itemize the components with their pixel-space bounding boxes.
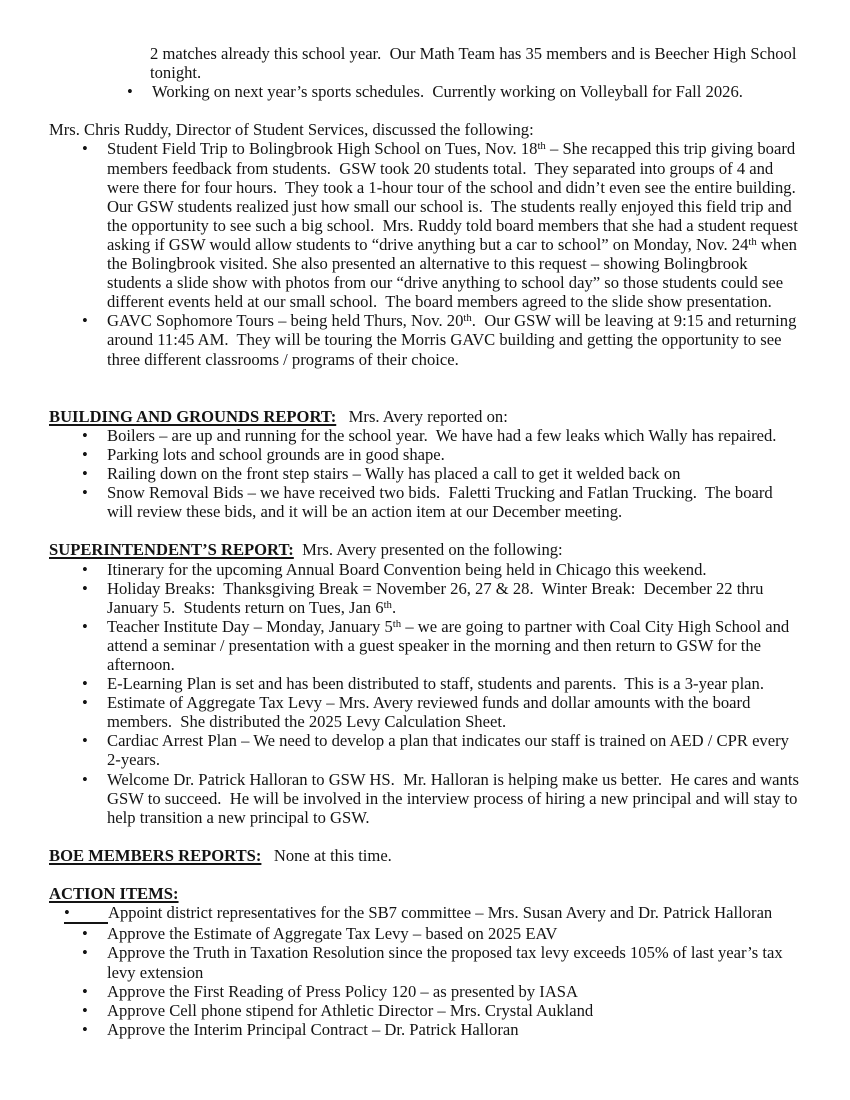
bullet-item-appoint-sb7 [49,903,801,924]
bullet-text: Approve the First Reading of Press Policy 120 – as presented by IASA [107,981,579,1001]
bullet-text: Student Field Trip to Bolingbrook High School on Tues, Nov. 18th – She recapped this trip giving board members feedback from students. GSW took 20 students total. They separated into groups of 4 and were there for four hours. They took a 1-hour tour of the school and didn’t even see the entire building. Our GSW students realized just how small our school is. The students really enjoyed this field trip and the opportunity to see such a big school. Mrs. Ruddy told board members that she had a student request asking if GSW would allow students to “drive anything but a car to school” on Monday, Nov. 24th when the Bolingbrook visited. She also presented an alternative to this request – showing Bolingbrook students a slide show with photos from our “drive anything to school day” so those students could see different events held at our small school. The board members agreed to the slide show presentation. [107,139,805,312]
bullet-item-tax-levy-estimate [49,693,801,731]
section-intro: Mrs. Avery presented on the following: [293,540,563,560]
bullet-marker: • [82,693,88,713]
bullet-item-field-trip [49,139,805,312]
building-grounds-heading-line [49,407,801,426]
bullet-marker-underlined: • [64,903,108,924]
bullet-text: Approve the Interim Principal Contract – Dr. Patrick Halloran [107,1019,519,1039]
bullet-item-itinerary [49,560,801,579]
bullet-text: Approve Cell phone stipend for Athletic Director – Mrs. Crystal Aukland [107,1000,594,1020]
bullet-text: Approve the Truth in Taxation Resolution since the proposed tax levy exceeds 105% of last year’s tax levy extension [107,943,787,982]
bullet-marker: • [82,674,88,694]
bullet-item-cardiac-arrest-plan [49,731,801,769]
bullet-marker: • [82,483,88,503]
bullet-marker: • [82,425,88,445]
bullet-item-boilers [49,426,801,445]
bullet-text: Working on next year’s sports schedules. Currently working on Volleyball for Fall 2026. [152,82,743,102]
bullet-item-gavc-tours [49,311,801,368]
bullet-text: Railing down on the front step stairs – Wally has placed a call to get it welded back on [107,464,681,484]
section-heading: ACTION ITEMS: [49,884,179,904]
bullet-marker: • [82,731,88,751]
section-intro: Mrs. Avery reported on: [336,406,508,426]
bullet-text: Welcome Dr. Patrick Halloran to GSW HS. Mr. Halloran is helping make us better. He cares and wants GSW to succeed. He will be involved in the interview process of hiring a new principal and will stay to help transition a new principal to GSW. [107,769,804,827]
bullet-marker: • [82,444,88,464]
bullet-text: Appoint district representatives for the SB7 committee – Mrs. Susan Avery and Dr. Patrick Halloran [108,903,773,923]
bullet-marker: • [82,616,88,636]
bullet-text: Parking lots and school grounds are in good shape. [107,444,445,464]
bullet-item-teacher-institute [49,617,801,674]
bullet-text: Holiday Breaks: Thanksgiving Break = November 26, 27 & 28. Winter Break: December 22 thru January 5. Students return on Tues, Jan 6th. [107,578,768,617]
bullet-text: Estimate of Aggregate Tax Levy – Mrs. Avery reviewed funds and dollar amounts with the board members. She distributed the 2025 Levy Calculation Sheet. [107,693,755,732]
boe-heading-line [49,846,801,865]
bullet-text: GAVC Sophomore Tours – being held Thurs, Nov. 20th. Our GSW will be leaving at 9:15 and returning around 11:45 AM. They will be touring the Morris GAVC building and getting the opportunity to see three different classrooms / programs of their choice. [107,311,801,369]
bullet-item-parking-lots [49,445,801,464]
superintendent-heading-line [49,540,801,559]
spacer [49,827,801,846]
spacer [49,101,801,120]
section-heading: BOE MEMBERS REPORTS: [49,845,262,865]
bullet-item-cell-phone-stipend [49,1001,801,1020]
section-text: None at this time. [261,845,392,865]
student-services-intro: Mrs. Chris Ruddy, Director of Student Services, discussed the following: [49,120,534,140]
spacer [49,521,801,540]
bullet-marker: • [82,1019,88,1039]
spacer [49,865,801,884]
bullet-item-press-policy [49,982,801,1001]
bullet-item-welcome-halloran [49,769,804,827]
bullet-marker: • [82,981,88,1001]
bullet-marker: • [82,943,88,963]
bullet-item-snow-removal [49,483,801,521]
bullet-marker: • [82,578,88,598]
spacer [49,369,801,407]
bullet-item-holiday-breaks [49,579,801,617]
bullet-item-approve-levy [49,924,801,943]
section-heading: BUILDING AND GROUNDS REPORT: [49,406,337,426]
bullet-item-interim-principal [49,1020,801,1039]
bullet-marker: • [82,1000,88,1020]
bullet-text: Boilers – are up and running for the school year. We have had a few leaks which Wally has repaired. [107,425,777,445]
action-items-heading-line [49,884,801,903]
bullet-marker: • [82,311,88,331]
bullet-marker: • [82,559,88,579]
bullet-item-sports-schedules [49,82,801,101]
bullet-text: Itinerary for the upcoming Annual Board Convention being held in Chicago this weekend. [107,559,707,579]
bullet-item-elearning-plan [49,674,801,693]
section-heading: SUPERINTENDENT’S REPORT: [49,540,294,560]
bullet-marker: • [82,924,88,944]
bullet-text: Cardiac Arrest Plan – We need to develop a plan that indicates our staff is trained on AED / CPR every 2-years. [107,731,794,770]
bullet-text: Teacher Institute Day – Monday, January 5th – we are going to partner with Coal City High School and attend a seminar / presentation with a guest speaker in the morning and then return to GSW for the afternoon. [107,616,794,674]
bullet-text: E-Learning Plan is set and has been distributed to staff, students and parents. This is a 3-year plan. [107,674,764,694]
bullet-item-railing [49,464,801,483]
bullet-marker: • [82,464,88,484]
bullet-item-truth-in-taxation [49,943,801,981]
bullet-marker: • [82,139,88,159]
bullet-marker: • [82,769,88,789]
bullet-text: Snow Removal Bids – we have received two bids. Faletti Trucking and Fatlan Trucking. The board will review these bids, and it will be an action item at our December meeting. [107,483,777,522]
bullet-text: Approve the Estimate of Aggregate Tax Levy – based on 2025 EAV [107,924,558,944]
bullet-marker: • [127,82,133,102]
continuation-paragraph: 2 matches already this school year. Our Math Team has 35 members and is Beecher High School tonight. [150,44,801,83]
